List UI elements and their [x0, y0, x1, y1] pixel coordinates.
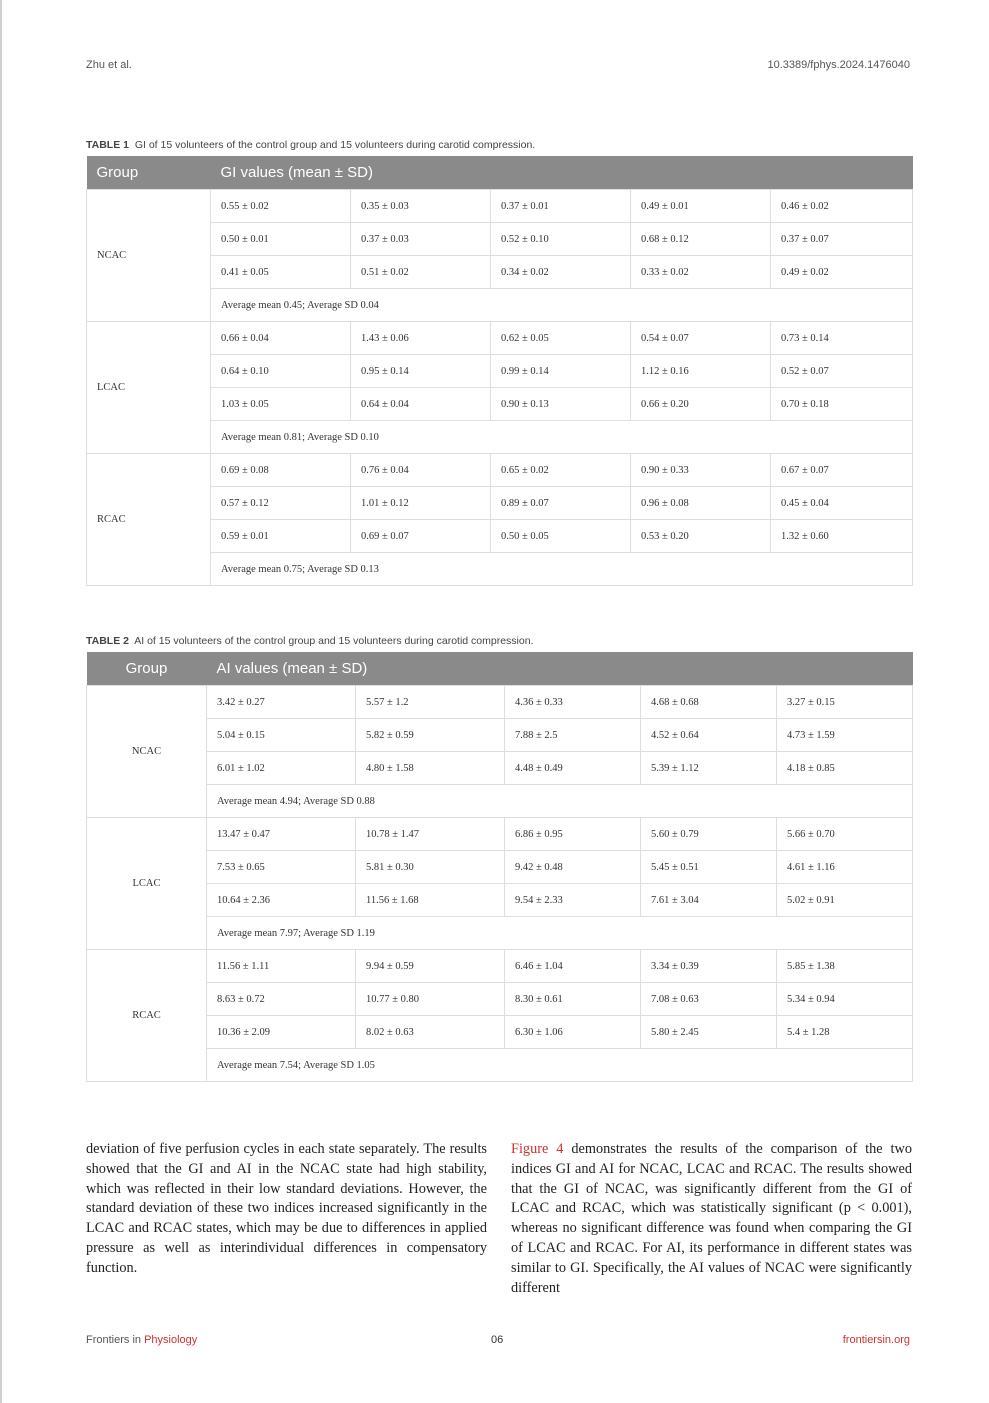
value-cell: 10.36 ± 2.09 [207, 1016, 356, 1049]
value-cell: 0.37 ± 0.07 [771, 223, 913, 256]
table1-header-group: Group [87, 156, 211, 190]
value-cell: 4.52 ± 0.64 [641, 719, 777, 752]
value-cell: 0.99 ± 0.14 [491, 355, 631, 388]
value-cell: 5.02 ± 0.91 [777, 884, 913, 917]
value-cell: 7.88 ± 2.5 [505, 719, 641, 752]
table-row [87, 719, 913, 752]
group-label: LCAC [87, 322, 211, 454]
group-summary: Average mean 0.75; Average SD 0.13 [211, 553, 913, 586]
value-cell: 4.73 ± 1.59 [777, 719, 913, 752]
group-label: LCAC [87, 818, 207, 950]
table-row [87, 884, 913, 917]
table-row [87, 983, 913, 1016]
table2-caption [86, 635, 534, 647]
footer-journal [86, 1334, 197, 1346]
value-cell: 0.59 ± 0.01 [211, 520, 351, 553]
value-cell: 0.89 ± 0.07 [491, 487, 631, 520]
value-cell: 0.69 ± 0.08 [211, 454, 351, 487]
table-row [87, 355, 913, 388]
figure-4-link[interactable]: Figure 4 [511, 1141, 564, 1157]
value-cell: 10.77 ± 0.80 [356, 983, 505, 1016]
table-row [87, 818, 913, 851]
footer-site-link[interactable]: frontiersin.org [842, 1334, 910, 1346]
table2-caption-text: AI of 15 volunteers of the control group and 15 volunteers during carotid compression. [134, 635, 534, 647]
value-cell: 1.43 ± 0.06 [351, 322, 491, 355]
table2-header-group: Group [87, 652, 207, 686]
summary-row [87, 1049, 913, 1082]
value-cell: 0.37 ± 0.01 [491, 190, 631, 223]
group-summary: Average mean 0.81; Average SD 0.10 [211, 421, 913, 454]
value-cell: 5.80 ± 2.45 [641, 1016, 777, 1049]
value-cell: 7.61 ± 3.04 [641, 884, 777, 917]
value-cell: 0.64 ± 0.10 [211, 355, 351, 388]
table1-caption [86, 139, 535, 151]
value-cell: 0.52 ± 0.07 [771, 355, 913, 388]
value-cell: 4.18 ± 0.85 [777, 752, 913, 785]
page-number: 06 [491, 1334, 504, 1346]
value-cell: 3.34 ± 0.39 [641, 950, 777, 983]
group-summary: Average mean 7.97; Average SD 1.19 [207, 917, 913, 950]
value-cell: 4.80 ± 1.58 [356, 752, 505, 785]
table-row [87, 322, 913, 355]
table2-header-values: AI values (mean ± SD) [207, 652, 913, 686]
value-cell: 0.54 ± 0.07 [631, 322, 771, 355]
value-cell: 5.04 ± 0.15 [207, 719, 356, 752]
table1 [86, 156, 913, 586]
value-cell: 4.48 ± 0.49 [505, 752, 641, 785]
value-cell: 9.42 ± 0.48 [505, 851, 641, 884]
value-cell: 3.42 ± 0.27 [207, 686, 356, 719]
table-row [87, 256, 913, 289]
value-cell: 0.41 ± 0.05 [211, 256, 351, 289]
value-cell: 6.46 ± 1.04 [505, 950, 641, 983]
value-cell: 0.66 ± 0.04 [211, 322, 351, 355]
table-row [87, 1016, 913, 1049]
value-cell: 0.51 ± 0.02 [351, 256, 491, 289]
value-cell: 0.96 ± 0.08 [631, 487, 771, 520]
body-text-right-column [511, 1140, 912, 1298]
value-cell: 0.46 ± 0.02 [771, 190, 913, 223]
value-cell: 0.50 ± 0.01 [211, 223, 351, 256]
value-cell: 0.55 ± 0.02 [211, 190, 351, 223]
value-cell: 6.86 ± 0.95 [505, 818, 641, 851]
value-cell: 3.27 ± 0.15 [777, 686, 913, 719]
value-cell: 0.49 ± 0.02 [771, 256, 913, 289]
group-label: NCAC [87, 190, 211, 322]
value-cell: 0.35 ± 0.03 [351, 190, 491, 223]
value-cell: 11.56 ± 1.68 [356, 884, 505, 917]
value-cell: 4.68 ± 0.68 [641, 686, 777, 719]
table-row [87, 487, 913, 520]
table-row [87, 388, 913, 421]
table-row [87, 223, 913, 256]
value-cell: 0.50 ± 0.05 [491, 520, 631, 553]
group-summary: Average mean 0.45; Average SD 0.04 [211, 289, 913, 322]
value-cell: 0.49 ± 0.01 [631, 190, 771, 223]
value-cell: 5.81 ± 0.30 [356, 851, 505, 884]
value-cell: 5.66 ± 0.70 [777, 818, 913, 851]
value-cell: 5.60 ± 0.79 [641, 818, 777, 851]
value-cell: 0.57 ± 0.12 [211, 487, 351, 520]
summary-row [87, 917, 913, 950]
value-cell: 0.33 ± 0.02 [631, 256, 771, 289]
table2 [86, 652, 913, 1082]
group-summary: Average mean 7.54; Average SD 1.05 [207, 1049, 913, 1082]
running-header-doi: 10.3389/fphys.2024.1476040 [767, 59, 910, 71]
table1-label: TABLE 1 [86, 139, 129, 151]
body-text-left-column: deviation of five perfusion cycles in each state separately. The results showed that the GI and AI in the NCAC state had high stability, which was reflected in their low standard deviations. However, the standard deviation of these two indices increased significantly in the LCAC and RCAC states, which may be due to differences in applied pressure as well as interindividual differences in compensatory function. [86, 1141, 487, 1276]
summary-row [87, 421, 913, 454]
footer-journal-prefix: Frontiers in [86, 1334, 145, 1346]
table-row [87, 752, 913, 785]
value-cell: 0.37 ± 0.03 [351, 223, 491, 256]
value-cell: 0.70 ± 0.18 [771, 388, 913, 421]
table-row [87, 190, 913, 223]
value-cell: 0.73 ± 0.14 [771, 322, 913, 355]
table2-label: TABLE 2 [86, 635, 129, 647]
value-cell: 0.90 ± 0.33 [631, 454, 771, 487]
value-cell: 5.39 ± 1.12 [641, 752, 777, 785]
value-cell: 7.53 ± 0.65 [207, 851, 356, 884]
value-cell: 0.34 ± 0.02 [491, 256, 631, 289]
value-cell: 10.78 ± 1.47 [356, 818, 505, 851]
summary-row [87, 553, 913, 586]
table-row [87, 950, 913, 983]
body-text-right: demonstrates the results of the comparison of the two indices GI and AI for NCAC, LCAC and RCAC. The results showed that the GI of NCAC, was significantly different from the GI of LCAC and RCAC, which was statistically significant (p < 0.001), whereas no significant difference was found when comparing the GI of LCAC and RCAC. For AI, its performance in different states was similar to GI. Specifically, the AI values of NCAC were significantly different [511, 1141, 912, 1296]
value-cell: 1.12 ± 0.16 [631, 355, 771, 388]
value-cell: 7.08 ± 0.63 [641, 983, 777, 1016]
footer-journal-name[interactable]: Physiology [144, 1334, 198, 1346]
value-cell: 0.53 ± 0.20 [631, 520, 771, 553]
value-cell: 9.94 ± 0.59 [356, 950, 505, 983]
value-cell: 5.82 ± 0.59 [356, 719, 505, 752]
value-cell: 5.34 ± 0.94 [777, 983, 913, 1016]
value-cell: 4.36 ± 0.33 [505, 686, 641, 719]
group-summary: Average mean 4.94; Average SD 0.88 [207, 785, 913, 818]
value-cell: 9.54 ± 2.33 [505, 884, 641, 917]
value-cell: 13.47 ± 0.47 [207, 818, 356, 851]
value-cell: 0.67 ± 0.07 [771, 454, 913, 487]
value-cell: 6.30 ± 1.06 [505, 1016, 641, 1049]
table-row [87, 686, 913, 719]
value-cell: 0.45 ± 0.04 [771, 487, 913, 520]
value-cell: 0.76 ± 0.04 [351, 454, 491, 487]
value-cell: 0.69 ± 0.07 [351, 520, 491, 553]
group-label: RCAC [87, 950, 207, 1082]
value-cell: 0.90 ± 0.13 [491, 388, 631, 421]
summary-row [87, 785, 913, 818]
value-cell: 0.68 ± 0.12 [631, 223, 771, 256]
value-cell: 11.56 ± 1.11 [207, 950, 356, 983]
value-cell: 0.95 ± 0.14 [351, 355, 491, 388]
value-cell: 6.01 ± 1.02 [207, 752, 356, 785]
group-label: NCAC [87, 686, 207, 818]
table-row [87, 454, 913, 487]
value-cell: 8.30 ± 0.61 [505, 983, 641, 1016]
table1-header-values: GI values (mean ± SD) [211, 156, 913, 190]
table-row [87, 520, 913, 553]
table-row [87, 851, 913, 884]
value-cell: 5.4 ± 1.28 [777, 1016, 913, 1049]
value-cell: 0.65 ± 0.02 [491, 454, 631, 487]
value-cell: 0.52 ± 0.10 [491, 223, 631, 256]
value-cell: 1.32 ± 0.60 [771, 520, 913, 553]
value-cell: 10.64 ± 2.36 [207, 884, 356, 917]
value-cell: 0.62 ± 0.05 [491, 322, 631, 355]
group-label: RCAC [87, 454, 211, 586]
table1-caption-text: GI of 15 volunteers of the control group and 15 volunteers during carotid compression. [134, 139, 536, 151]
value-cell: 8.02 ± 0.63 [356, 1016, 505, 1049]
value-cell: 1.03 ± 0.05 [211, 388, 351, 421]
value-cell: 0.64 ± 0.04 [351, 388, 491, 421]
running-header-authors: Zhu et al. [86, 59, 132, 71]
value-cell: 4.61 ± 1.16 [777, 851, 913, 884]
value-cell: 5.57 ± 1.2 [356, 686, 505, 719]
value-cell: 8.63 ± 0.72 [207, 983, 356, 1016]
value-cell: 5.45 ± 0.51 [641, 851, 777, 884]
summary-row [87, 289, 913, 322]
value-cell: 0.66 ± 0.20 [631, 388, 771, 421]
value-cell: 5.85 ± 1.38 [777, 950, 913, 983]
value-cell: 1.01 ± 0.12 [351, 487, 491, 520]
